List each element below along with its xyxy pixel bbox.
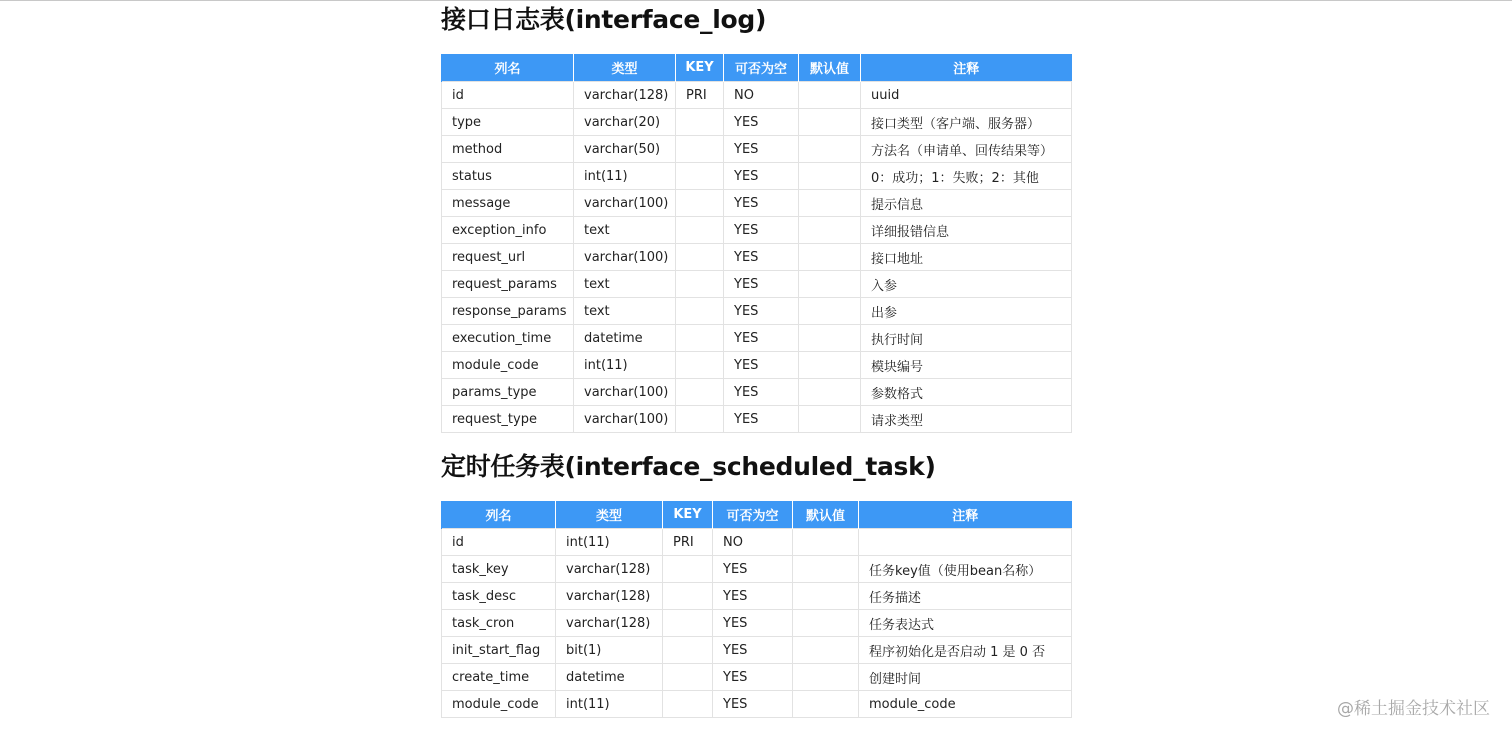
column-name-cell: init_start_flag: [442, 637, 556, 664]
table-row: [442, 352, 1072, 379]
column-default-cell: [793, 583, 859, 610]
column-comment-cell: 详细报错信息: [861, 217, 1072, 244]
column-default-cell: [799, 298, 861, 325]
table-row: [442, 163, 1072, 190]
column-comment-cell: 任务描述: [859, 583, 1072, 610]
column-default-cell: [799, 271, 861, 298]
column-key-cell: [663, 664, 713, 691]
column-nullable-cell: YES: [724, 325, 799, 352]
column-comment-cell: 任务表达式: [859, 610, 1072, 637]
table-row: [442, 136, 1072, 163]
column-nullable-cell: YES: [713, 556, 793, 583]
column-nullable-cell: YES: [724, 352, 799, 379]
column-type-cell: varchar(20): [574, 109, 676, 136]
table-row: [442, 325, 1072, 352]
column-key-cell: [676, 379, 724, 406]
column-nullable-cell: YES: [724, 136, 799, 163]
table-row: [442, 529, 1072, 556]
column-name-cell: request_url: [442, 244, 574, 271]
column-name-cell: task_cron: [442, 610, 556, 637]
column-default-cell: [799, 325, 861, 352]
column-comment-cell: 任务key值（使用bean名称）: [859, 556, 1072, 583]
column-type-cell: varchar(100): [574, 244, 676, 271]
header-column-default: 默认值: [799, 54, 861, 82]
column-comment-cell: module_code: [859, 691, 1072, 718]
column-default-cell: [799, 217, 861, 244]
column-nullable-cell: YES: [724, 379, 799, 406]
column-comment-cell: 0：成功；1：失败；2：其他: [861, 163, 1072, 190]
column-type-cell: datetime: [574, 325, 676, 352]
column-nullable-cell: NO: [724, 82, 799, 109]
column-nullable-cell: YES: [713, 691, 793, 718]
column-name-cell: create_time: [442, 664, 556, 691]
column-name-cell: module_code: [442, 691, 556, 718]
table-row: [442, 637, 1072, 664]
table-title-scheduled-task: 定时任务表(interface_scheduled_task): [441, 452, 936, 481]
column-default-cell: [793, 556, 859, 583]
column-comment-cell: 入参: [861, 271, 1072, 298]
column-key-cell: [663, 610, 713, 637]
column-nullable-cell: YES: [724, 271, 799, 298]
column-type-cell: int(11): [574, 352, 676, 379]
header-column-key: KEY: [676, 54, 724, 82]
column-name-cell: request_type: [442, 406, 574, 433]
table-row: [442, 406, 1072, 433]
column-name-cell: method: [442, 136, 574, 163]
column-default-cell: [793, 691, 859, 718]
table-row: [442, 82, 1072, 109]
table-row: [442, 217, 1072, 244]
column-comment-cell: [859, 529, 1072, 556]
column-name-cell: exception_info: [442, 217, 574, 244]
column-key-cell: [676, 298, 724, 325]
column-comment-cell: 程序初始化是否启动 1 是 0 否: [859, 637, 1072, 664]
column-name-cell: message: [442, 190, 574, 217]
column-default-cell: [799, 136, 861, 163]
column-type-cell: datetime: [556, 664, 663, 691]
column-type-cell: int(11): [556, 529, 663, 556]
column-comment-cell: 参数格式: [861, 379, 1072, 406]
column-default-cell: [799, 82, 861, 109]
column-default-cell: [799, 379, 861, 406]
column-name-cell: request_params: [442, 271, 574, 298]
column-type-cell: varchar(100): [574, 379, 676, 406]
table-row: [442, 610, 1072, 637]
column-default-cell: [799, 352, 861, 379]
column-name-cell: id: [442, 82, 574, 109]
column-key-cell: [676, 136, 724, 163]
table-row: [442, 556, 1072, 583]
column-nullable-cell: YES: [713, 583, 793, 610]
column-key-cell: [676, 406, 724, 433]
column-key-cell: [676, 109, 724, 136]
column-nullable-cell: YES: [724, 406, 799, 433]
column-type-cell: int(11): [574, 163, 676, 190]
column-name-cell: task_key: [442, 556, 556, 583]
column-nullable-cell: YES: [724, 217, 799, 244]
column-comment-cell: 接口地址: [861, 244, 1072, 271]
column-type-cell: text: [574, 271, 676, 298]
column-default-cell: [793, 637, 859, 664]
column-default-cell: [799, 190, 861, 217]
column-key-cell: [676, 163, 724, 190]
header-row: [442, 54, 1072, 82]
column-nullable-cell: YES: [724, 190, 799, 217]
column-comment-cell: 模块编号: [861, 352, 1072, 379]
column-comment-cell: uuid: [861, 82, 1072, 109]
column-key-cell: [676, 244, 724, 271]
column-nullable-cell: YES: [724, 163, 799, 190]
top-divider: [0, 0, 1512, 1]
column-name-cell: response_params: [442, 298, 574, 325]
column-key-cell: PRI: [663, 529, 713, 556]
column-name-cell: module_code: [442, 352, 574, 379]
header-column-name: 列名: [442, 501, 556, 529]
table-row: [442, 244, 1072, 271]
table-row: [442, 109, 1072, 136]
watermark: @稀土掘金技术社区: [1337, 699, 1490, 719]
table-row: [442, 379, 1072, 406]
column-type-cell: varchar(128): [556, 583, 663, 610]
column-key-cell: [676, 352, 724, 379]
header-column-default: 默认值: [793, 501, 859, 529]
header-column-type: 类型: [556, 501, 663, 529]
interface-log-table: [441, 54, 1072, 433]
column-type-cell: varchar(128): [574, 82, 676, 109]
header-column-nullable: 可否为空: [724, 54, 799, 82]
column-type-cell: bit(1): [556, 637, 663, 664]
column-comment-cell: 创建时间: [859, 664, 1072, 691]
header-column-nullable: 可否为空: [713, 501, 793, 529]
column-nullable-cell: NO: [713, 529, 793, 556]
column-comment-cell: 出参: [861, 298, 1072, 325]
column-type-cell: varchar(128): [556, 610, 663, 637]
table-row: [442, 271, 1072, 298]
table-row: [442, 664, 1072, 691]
column-key-cell: [663, 637, 713, 664]
column-key-cell: [663, 691, 713, 718]
header-column-type: 类型: [574, 54, 676, 82]
column-name-cell: params_type: [442, 379, 574, 406]
header-column-name: 列名: [442, 54, 574, 82]
table-row: [442, 583, 1072, 610]
column-comment-cell: 方法名（申请单、回传结果等）: [861, 136, 1072, 163]
column-default-cell: [799, 406, 861, 433]
table-row: [442, 190, 1072, 217]
column-type-cell: varchar(128): [556, 556, 663, 583]
column-comment-cell: 请求类型: [861, 406, 1072, 433]
column-type-cell: text: [574, 217, 676, 244]
column-name-cell: task_desc: [442, 583, 556, 610]
table-row: [442, 691, 1072, 718]
column-key-cell: [676, 325, 724, 352]
column-key-cell: PRI: [676, 82, 724, 109]
column-comment-cell: 接口类型（客户端、服务器）: [861, 109, 1072, 136]
column-name-cell: status: [442, 163, 574, 190]
column-type-cell: varchar(100): [574, 406, 676, 433]
column-type-cell: varchar(50): [574, 136, 676, 163]
column-nullable-cell: YES: [713, 637, 793, 664]
column-key-cell: [676, 217, 724, 244]
header-column-comment: 注释: [859, 501, 1072, 529]
column-key-cell: [676, 271, 724, 298]
column-default-cell: [793, 664, 859, 691]
column-nullable-cell: YES: [713, 610, 793, 637]
column-default-cell: [799, 244, 861, 271]
column-type-cell: int(11): [556, 691, 663, 718]
header-row: [442, 501, 1072, 529]
column-key-cell: [663, 583, 713, 610]
column-default-cell: [799, 163, 861, 190]
column-nullable-cell: YES: [713, 664, 793, 691]
column-nullable-cell: YES: [724, 244, 799, 271]
column-name-cell: id: [442, 529, 556, 556]
column-nullable-cell: YES: [724, 109, 799, 136]
scheduled-task-table: [441, 501, 1072, 718]
column-name-cell: execution_time: [442, 325, 574, 352]
table-row: [442, 298, 1072, 325]
table-title-interface-log: 接口日志表(interface_log): [441, 5, 767, 34]
column-name-cell: type: [442, 109, 574, 136]
header-column-comment: 注释: [861, 54, 1072, 82]
column-type-cell: text: [574, 298, 676, 325]
column-nullable-cell: YES: [724, 298, 799, 325]
column-comment-cell: 提示信息: [861, 190, 1072, 217]
column-type-cell: varchar(100): [574, 190, 676, 217]
column-key-cell: [676, 190, 724, 217]
column-default-cell: [799, 109, 861, 136]
column-comment-cell: 执行时间: [861, 325, 1072, 352]
column-default-cell: [793, 529, 859, 556]
header-column-key: KEY: [663, 501, 713, 529]
column-key-cell: [663, 556, 713, 583]
column-default-cell: [793, 610, 859, 637]
